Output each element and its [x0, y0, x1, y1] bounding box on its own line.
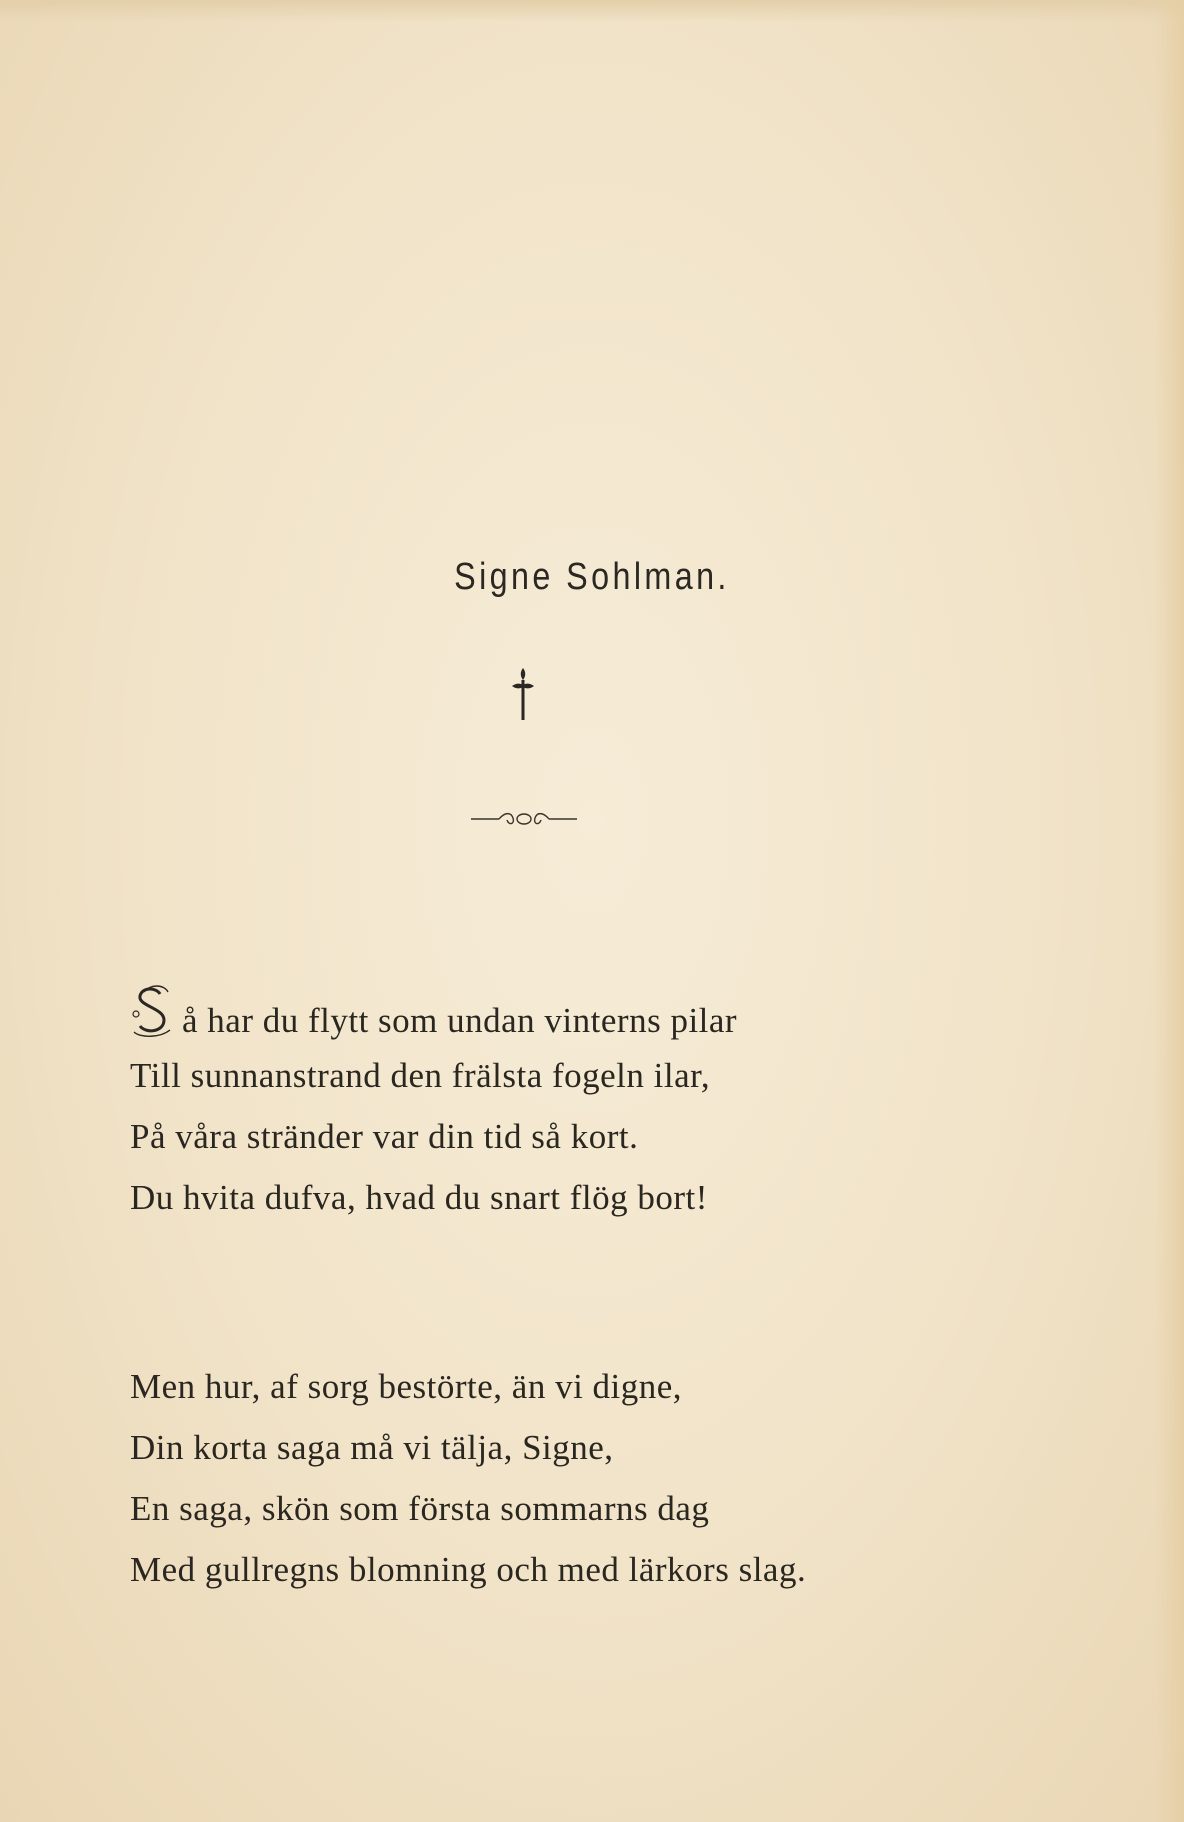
page-edge-shadow-right [1154, 0, 1184, 1822]
poem-line [130, 984, 1030, 1045]
poem-line: Din korta saga må vi tälja, Signe, [130, 1428, 614, 1467]
poem-line: Med gullregns blomning och med lärkors slag. [130, 1550, 807, 1589]
ornament-divider [471, 808, 577, 830]
poem-line: På våra stränder var din tid så kort. [130, 1117, 639, 1156]
poem-line: Till sunnanstrand den frälsta fogeln ilar, [130, 1056, 711, 1095]
poem-line: Du hvita dufva, hvad du snart flög bort! [130, 1178, 708, 1217]
page-title: Signe Sohlman. [454, 556, 730, 598]
poem-line: Men hur, af sorg bestörte, än vi digne, [130, 1367, 683, 1406]
decorated-initial-S [130, 984, 176, 1038]
page-edge-shadow [0, 0, 1184, 22]
stanza-1 [130, 984, 1030, 1228]
poem-line: En saga, skön som första sommarns dag [130, 1489, 710, 1528]
poem-line-text: å har du flytt som undan vinterns pilar [182, 1001, 738, 1040]
cross-icon [508, 662, 538, 722]
stanza-2 [130, 1356, 1030, 1600]
